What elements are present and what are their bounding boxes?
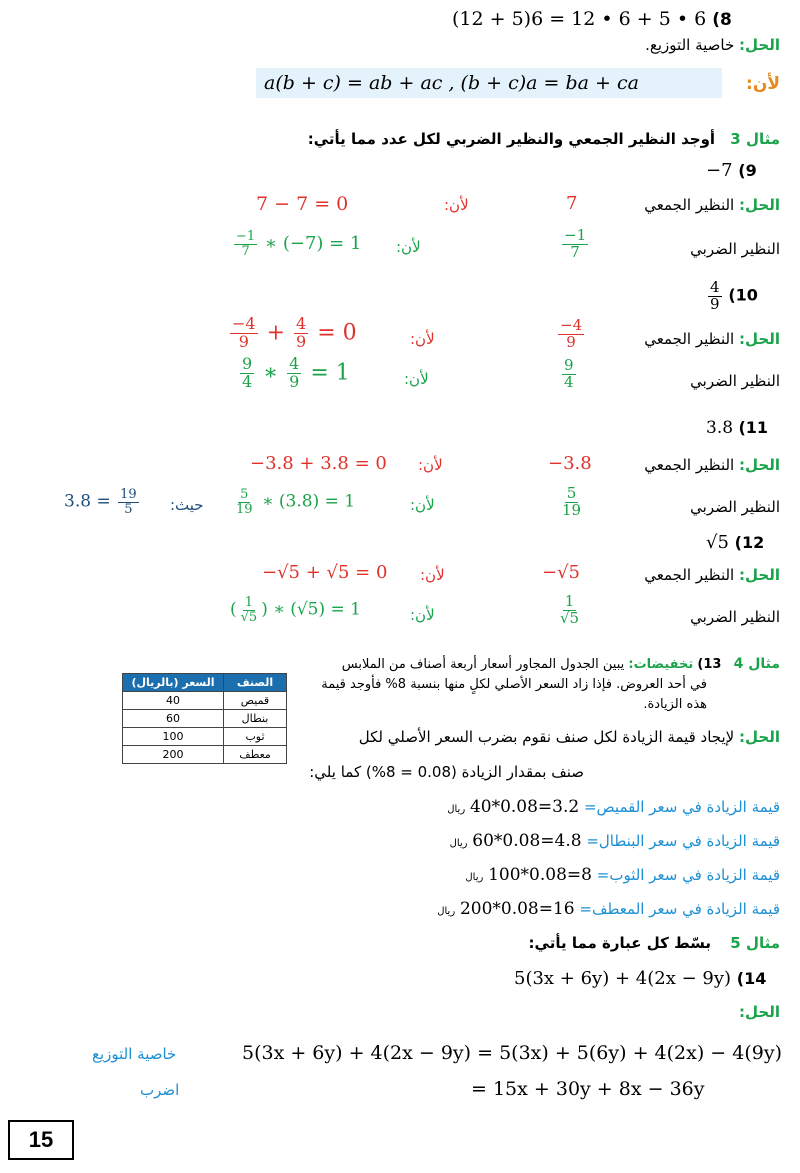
denominator: 4 — [242, 371, 253, 391]
example-label: مثال 4 — [733, 656, 780, 672]
problem-11-multiplicative-value — [558, 486, 585, 519]
numerator: −4 — [560, 316, 583, 334]
currency-unit: ريال — [465, 872, 484, 883]
page-number: 15 — [8, 1120, 74, 1160]
table-row — [123, 746, 287, 764]
increase-label: قيمة الزيادة في سعر البنطال= — [586, 832, 780, 850]
numerator: 1 — [564, 592, 575, 610]
denominator: √5 — [240, 609, 258, 625]
solution-text: خاصية التوزيع. — [645, 36, 735, 54]
increase-row — [450, 831, 780, 851]
problem-9-multiplicative-label: النظير الضربي — [690, 240, 780, 258]
problem-11-where-label: حيث: — [170, 496, 204, 514]
problem-14-step-2: = 15x + 30y + 8x − 36y — [471, 1078, 705, 1100]
problem-10-multiplicative-equation — [238, 356, 350, 391]
numerator: 5 — [566, 484, 577, 502]
problem-9-additive — [644, 196, 780, 214]
table-cell: قميص — [224, 692, 287, 710]
solution-label: الحل: — [739, 728, 780, 746]
equation-rest: ∗ (−7) = 1 — [259, 233, 362, 255]
equation-left: 3.8 = — [64, 491, 111, 512]
increase-row — [465, 865, 780, 885]
problem-9-additive-equation: 7 − 7 = 0 — [256, 193, 349, 215]
problem-11-because: لأن: — [418, 456, 443, 474]
problem-12-because: لأن: — [420, 566, 445, 584]
problem-12-multiplicative-value — [556, 594, 583, 627]
table-cell: 60 — [123, 710, 224, 728]
table-header-row — [123, 674, 287, 692]
problem-number: (11 — [738, 418, 769, 437]
problem-10-multiplicative-label: النظير الضربي — [690, 372, 780, 390]
problem-9-value — [706, 160, 757, 181]
problem-9-because: لأن: — [444, 196, 469, 214]
denominator: 7 — [241, 243, 250, 259]
example-title: تخفيضات: — [628, 657, 694, 672]
denominator: 19 — [562, 500, 582, 519]
example-4-line-3: هذه الزيادة. — [643, 697, 707, 712]
numerator: 4 — [296, 314, 307, 333]
table-cell: ثوب — [224, 728, 287, 746]
problem-12-additive-value: −√5 — [542, 562, 581, 583]
operator: + — [266, 320, 286, 346]
numerator: 9 — [564, 356, 574, 374]
denominator: 7 — [570, 242, 580, 261]
currency-unit: ريال — [447, 804, 466, 815]
solution-label: الحل: — [739, 566, 780, 584]
increase-label: قيمة الزيادة في سعر القميص= — [583, 798, 780, 816]
problem-14-solution-label: الحل: — [739, 1003, 780, 1021]
solution-label: الحل: — [739, 36, 780, 54]
equation-rest: ∗ (3.8) = 1 — [256, 491, 356, 512]
numerator: −1 — [236, 229, 256, 244]
problem-14-expression — [514, 968, 766, 989]
problem-10-multiplicative-value — [560, 358, 578, 391]
problem-10-additive-value — [556, 318, 586, 351]
increase-calc: 200*0.08=16 — [459, 899, 575, 919]
example-text: يبين الجدول المجاور أسعار أربعة أصناف من الملابس — [341, 657, 625, 672]
problem-9-multiplicative-equation — [232, 230, 361, 258]
numerator: 5 — [240, 487, 249, 502]
table-cell: بنطال — [224, 710, 287, 728]
problem-9-multiplicative-value — [560, 228, 590, 261]
solution-text: لإيجاد قيمة الزيادة لكل صنف نقوم بضرب السعر الأصلي لكل — [358, 728, 735, 746]
example-4-line-1 — [342, 656, 780, 672]
expression-text: (12 + 5)6 = 12 • 6 + 5 • 6 — [452, 8, 707, 30]
problem-11-multiplicative-equation — [232, 488, 355, 516]
increase-calc: 60*0.08=4.8 — [472, 831, 582, 851]
numerator: 4 — [710, 278, 720, 296]
example-text: أوجد النظير الجمعي والنظير الضربي لكل عدد مما يأتي: — [307, 130, 716, 148]
additive-label: النظير الجمعي — [644, 196, 735, 214]
increase-label: قيمة الزيادة في سعر المعطف= — [579, 900, 780, 918]
table-cell: 40 — [123, 692, 224, 710]
currency-unit: ريال — [437, 906, 456, 917]
increase-calc: 100*0.08=8 — [488, 865, 592, 885]
problem-8-expression — [452, 8, 732, 30]
table-row — [123, 728, 287, 746]
problem-11-multiplicative-label: النظير الضربي — [690, 498, 780, 516]
problem-10-additive-equation — [228, 316, 357, 351]
table-cell: معطف — [224, 746, 287, 764]
problem-number: (10 — [728, 285, 758, 305]
problem-10-additive — [644, 330, 780, 348]
example-4-line-2: في أحد العروض. فإذا زاد السعر الأصلي لكلٍ منها بنسبة 8% فأوجد قيمة — [321, 677, 707, 692]
denominator: 9 — [289, 371, 300, 391]
problem-14-note-1: خاصية التوزيع — [92, 1045, 177, 1063]
equation-rest: ) ∗ (√5) = 1 — [261, 599, 361, 620]
problem-14-note-2: اضرب — [140, 1081, 180, 1099]
distributive-law: a(b + c) = ab + ac , (b + c)a = ba + ca — [256, 68, 722, 98]
problem-10-because-2: لأن: — [404, 370, 429, 388]
problem-number: (12 — [734, 533, 765, 552]
problem-number: (8 — [712, 10, 732, 30]
numerator: 19 — [120, 487, 137, 502]
problem-10-value — [706, 280, 758, 313]
example-text: بسّط كل عبارة مما يأتي: — [528, 934, 712, 952]
table-row — [123, 710, 287, 728]
value: 3.8 — [706, 418, 734, 438]
numerator: −1 — [564, 226, 587, 244]
problem-11-additive-value: −3.8 — [548, 453, 592, 474]
increase-row — [447, 797, 780, 817]
denominator: √5 — [560, 608, 580, 627]
numerator: −4 — [232, 314, 256, 333]
example-label: مثال 3 — [730, 130, 780, 148]
equation-rest: = 1 — [310, 360, 350, 386]
example-label: مثال 5 — [730, 934, 780, 952]
solution-label: الحل: — [739, 456, 780, 474]
problem-12-additive-equation: −√5 + √5 = 0 — [262, 562, 388, 583]
numerator: 9 — [242, 354, 253, 373]
problem-11-value — [706, 418, 768, 438]
problem-10-because: لأن: — [410, 330, 435, 348]
increase-label: قيمة الزيادة في سعر الثوب= — [596, 866, 780, 884]
solution-13-line-2: صنف بمقدار الزيادة (0.08 = 8%) كما يلي: — [309, 763, 584, 781]
expression-text: 5(3x + 6y) + 4(2x − 9y) — [514, 968, 732, 989]
solution-label: الحل: — [739, 330, 780, 348]
additive-label: النظير الجمعي — [644, 456, 735, 474]
problem-9-because-2: لأن: — [396, 238, 421, 256]
solution-label: الحل: — [739, 196, 780, 214]
problem-11-additive — [644, 456, 780, 474]
increase-row — [437, 899, 780, 919]
currency-unit: ريال — [449, 838, 468, 849]
problem-number: (9 — [738, 161, 757, 180]
problem-12-because-2: لأن: — [410, 606, 435, 624]
problem-number: 13) — [697, 657, 722, 672]
problem-12-additive — [644, 566, 780, 584]
denominator: 9 — [710, 294, 720, 313]
problem-11-where-equation — [64, 488, 141, 516]
denominator: 4 — [564, 372, 574, 391]
numerator: 4 — [289, 354, 300, 373]
price-table — [122, 673, 287, 764]
table-header-price: السعر (بالريال) — [123, 674, 224, 692]
operator: ∗ — [263, 360, 279, 386]
example-5-heading — [529, 934, 780, 952]
value: −7 — [706, 160, 733, 181]
problem-12-value — [706, 532, 764, 553]
problem-9-additive-value: 7 — [566, 193, 578, 214]
solution-13-line-1 — [359, 728, 780, 746]
value: √5 — [706, 532, 729, 553]
because-label: لأن: — [746, 74, 780, 94]
denominator: 9 — [238, 331, 249, 351]
equation-rest: = 0 — [317, 320, 357, 346]
denominator: 9 — [296, 331, 307, 351]
denominator: 5 — [124, 501, 133, 517]
table-header-item: الصنف — [224, 674, 287, 692]
increase-calc: 40*0.08=3.2 — [469, 797, 580, 817]
additive-label: النظير الجمعي — [644, 330, 735, 348]
problem-8-solution — [645, 36, 780, 54]
table-cell: 200 — [123, 746, 224, 764]
problem-11-because-2: لأن: — [410, 496, 435, 514]
table-row — [123, 692, 287, 710]
denominator: 9 — [566, 332, 576, 351]
problem-12-multiplicative-label: النظير الضربي — [690, 608, 780, 626]
problem-12-multiplicative-equation: ( $\frac{1}{√5}$ ) ∗ (√5) = 1 — [230, 595, 361, 625]
table-cell: 100 — [123, 728, 224, 746]
denominator: 19 — [236, 501, 253, 517]
numerator: 1 — [244, 595, 254, 610]
example-3-heading — [308, 130, 780, 148]
additive-label: النظير الجمعي — [644, 566, 735, 584]
problem-14-step-1: 5(3x + 6y) + 4(2x − 9y) = 5(3x) + 5(6y) + 4(2x) − 4(9y) — [242, 1042, 782, 1064]
problem-11-additive-equation: −3.8 + 3.8 = 0 — [250, 453, 387, 474]
problem-number: (14 — [736, 969, 767, 988]
